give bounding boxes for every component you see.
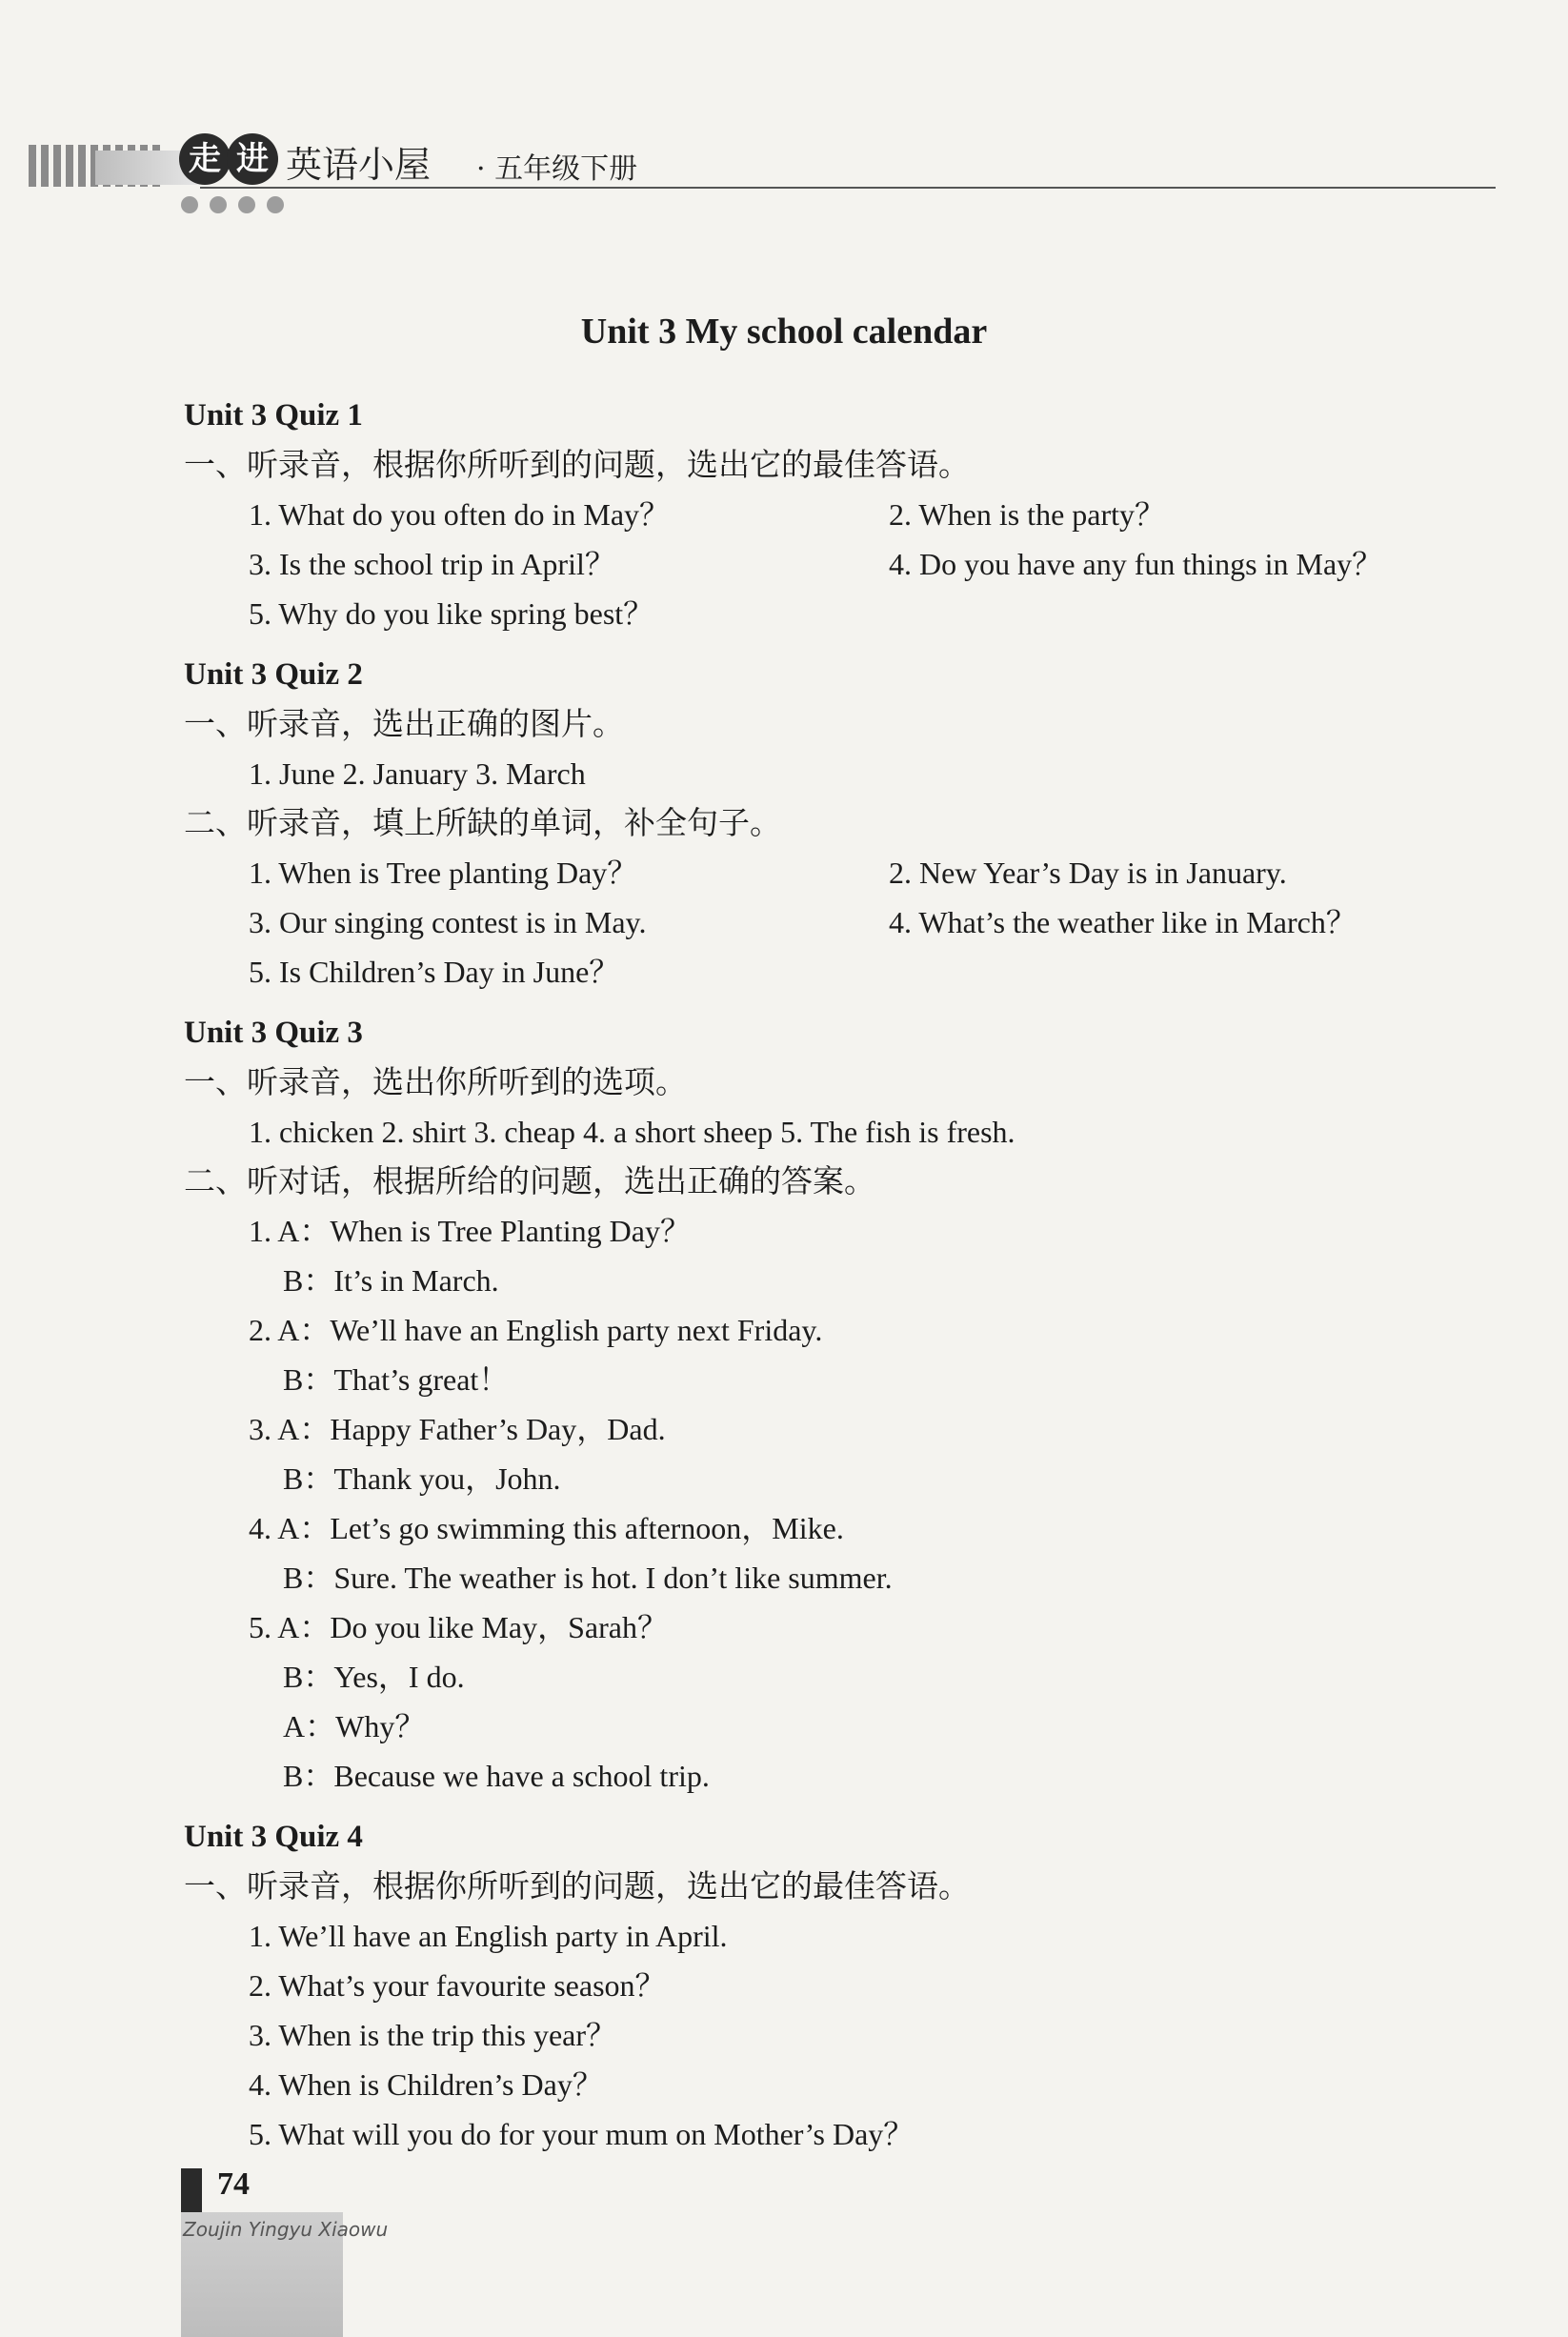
book-brand: 英语小屋: [286, 144, 432, 186]
dialog-line: 2. A：We’ll have an English party next Friday.: [249, 1313, 823, 1347]
question-item: 3. When is the trip this year？: [249, 2018, 617, 2052]
page-number: 74: [217, 2166, 250, 2202]
question-item: 4. Do you have any fun things in May？: [889, 547, 1383, 581]
quiz-1-row: [184, 490, 1489, 539]
question-item: 5. What will you do for your mum on Mother’s Day？: [249, 2117, 915, 2151]
question-item: 3. Is the school trip in April？: [249, 547, 615, 581]
quiz-1-row: [184, 589, 1489, 638]
question-item: 2. When is the party？: [889, 497, 1166, 532]
book-grade: · 五年级下册: [476, 152, 638, 186]
dialog-line: 4. A：Let’s go swimming this afternoon，Mike.: [249, 1511, 844, 1545]
quiz-3-section-1: 一、听录音，选出你所听到的选项。: [184, 1063, 687, 1100]
question-item: 5. Is Children’s Day in June？: [249, 955, 620, 989]
page-title: Unit 3 My school calendar: [580, 312, 988, 352]
quiz-4-title: Unit 3 Quiz 4: [184, 1820, 363, 1854]
question-item: 1. What do you often do in May？: [249, 497, 671, 532]
question-item: 4. When is Children’s Day？: [249, 2067, 603, 2102]
page-number-bar: [181, 2168, 202, 2212]
question-item: 5. Why do you like spring best？: [249, 596, 654, 631]
dialog-line: A：Why？: [283, 1709, 426, 1743]
question-item: 1. When is Tree planting Day？: [249, 856, 638, 890]
question-item: 4. What’s the weather like in March？: [889, 905, 1357, 939]
quiz-2-answer-line: 1. June 2. January 3. March: [249, 756, 586, 791]
dialog-line: B：Thank you，John.: [283, 1461, 561, 1496]
dialog-line: B：Because we have a school trip.: [283, 1759, 710, 1793]
quiz-3-section-2: 二、听对话，根据所给的问题，选出正确的答案。: [184, 1162, 875, 1199]
question-item: 2. New Year’s Day is in January.: [889, 856, 1287, 890]
dialog-line: 1. A：When is Tree Planting Day？: [249, 1214, 691, 1248]
header-dots-decoration: [181, 196, 295, 219]
quiz-2-section-2: 二、听录音，填上所缺的单词，补全句子。: [184, 804, 781, 841]
quiz-3-answer-line: 1. chicken 2. shirt 3. cheap 4. a short sheep 5. The fish is fresh.: [249, 1115, 1015, 1149]
quiz-2-section-1: 一、听录音，选出正确的图片。: [184, 705, 624, 742]
quiz-4-section-1: 一、听录音，根据你所听到的问题，选出它的最佳答语。: [184, 1867, 970, 1904]
quiz-2-row: [184, 848, 1489, 897]
page-content: [184, 391, 1489, 2159]
quiz-1-section-1: 一、听录音，根据你所听到的问题，选出它的最佳答语。: [184, 446, 970, 483]
quiz-1-title: Unit 3 Quiz 1: [184, 398, 363, 433]
question-item: 3. Our singing contest is in May.: [249, 905, 647, 939]
quiz-1-row: [184, 539, 1489, 589]
dialog-line: B：Sure. The weather is hot. I don’t like summer.: [283, 1561, 893, 1595]
dialog-line: B：It’s in March.: [283, 1263, 499, 1298]
header-rule: [200, 187, 1496, 189]
dialog-line: B：That’s great！: [283, 1362, 510, 1397]
dialog-line: B：Yes，I do.: [283, 1660, 465, 1694]
quiz-2-row: [184, 947, 1489, 997]
question-item: 2. What’s your favourite season？: [249, 1968, 666, 2003]
header-badge-1: 走: [179, 133, 231, 185]
dialog-line: 5. A：Do you like May，Sarah？: [249, 1610, 668, 1644]
quiz-2-row: [184, 897, 1489, 947]
book-header: [29, 114, 1496, 229]
dialog-line: 3. A：Happy Father’s Day，Dad.: [249, 1412, 666, 1446]
question-item: 1. We’ll have an English party in April.: [249, 1919, 728, 1953]
footer-series-name: Zoujin Yingyu Xiaowu: [183, 2218, 389, 2241]
quiz-2-title: Unit 3 Quiz 2: [184, 657, 363, 692]
quiz-3-title: Unit 3 Quiz 3: [184, 1016, 363, 1050]
header-badge-2: 进: [227, 133, 278, 185]
